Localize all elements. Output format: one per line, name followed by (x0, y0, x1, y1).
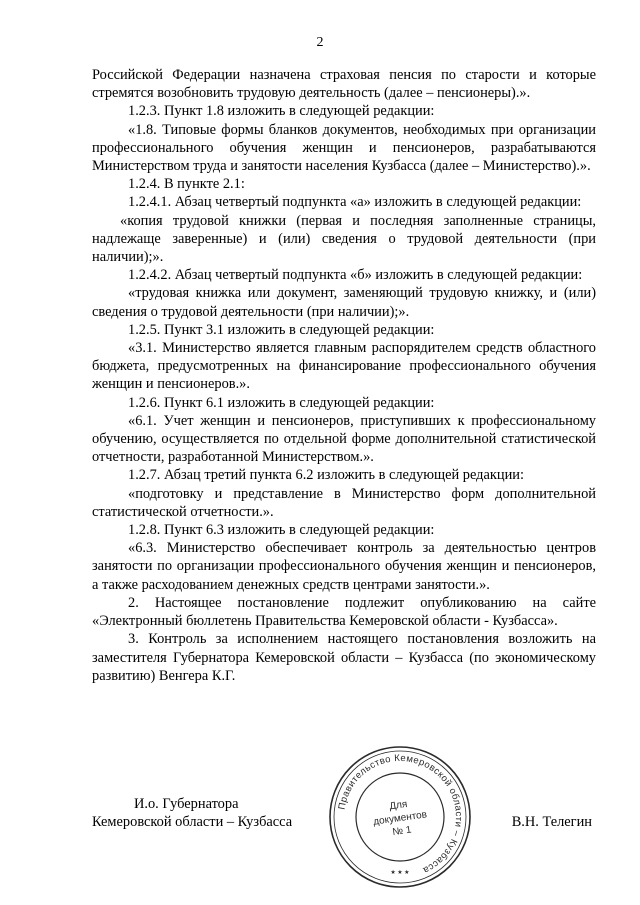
paragraph-list (92, 66, 596, 685)
document-body (92, 66, 596, 685)
signatory-name: В.Н. Телегин (511, 814, 592, 830)
paragraph: 1.2.4.2. Абзац четвертый подпункта «б» изложить в следующей редакции: (128, 267, 583, 284)
paragraph: «6.3. Министерство обеспечивает контроль за деятельностью центров занятости по организации профессионального обучения женщин и пенсионеров, а также расходованием денежных средств центрами занятости.». (92, 540, 596, 593)
paragraph: 1.2.5. Пункт 3.1 изложить в следующей редакции: (128, 321, 435, 338)
svg-text:Для: Для (388, 798, 409, 813)
svg-text:документов: документов (372, 809, 428, 828)
seal-stars: ★ ★ ★ (390, 870, 410, 876)
paragraph: 3. Контроль за исполнением настоящего постановления возложить на заместителя Губернатора Кемеровской области – Кузбасса (по экономическому развитию) Венгера К.Г. (92, 631, 596, 684)
page-number: 2 (316, 35, 324, 50)
paragraph: «копия трудовой книжки (первая и последняя заполненные страницы, надлежаще заверенные) и (или) сведения о трудовой деятельности (при наличии);». (92, 212, 596, 266)
paragraph: 1.2.7. Абзац третий пункта 6.2 изложить в следующей редакции: (128, 467, 524, 484)
paragraph: 1.2.4. В пункте 2.1: (128, 176, 245, 193)
paragraph: «3.1. Министерство является главным распорядителем средств областного бюджета, предусмотренных на финансирование профессионального обучения женщин и пенсионеров.». (92, 340, 596, 393)
signatory-title-line-2: Кемеровской области – Кузбасса (92, 814, 293, 831)
paragraph: «6.1. Учет женщин и пенсионеров, приступивших к профессиональному обучению, осуществляется по отдельной форме дополнительной статистической отчетности, разработанной Министерством.». (92, 412, 596, 466)
paragraph: Российской Федерации назначена страховая пенсия по старости и которые стремятся возобновить трудовую деятельность (далее – пенсионеры).». (92, 67, 596, 102)
signatory-title (92, 795, 332, 831)
signatory-title-line-1: И.о. Губернатора (134, 796, 239, 812)
paragraph: 1.2.3. Пункт 1.8 изложить в следующей редакции: (128, 103, 435, 120)
seal-center-text (373, 799, 428, 838)
paragraph: 2. Настоящее постановление подлежит опубликованию на сайте «Электронный бюллетень Правительства Кемеровской области - Кузбасса». (92, 594, 596, 630)
seal-ring-text: Правительство Кемеровской области – Кузбасса (336, 752, 465, 876)
svg-text:№ 1: № 1 (391, 824, 413, 839)
paragraph: «1.8. Типовые формы бланков документов, необходимых при организации профессионального обучения женщин и пенсионеров, разрабатываются Министерством труда и занятости населения Кузбасса (далее – Министерство).». (92, 121, 596, 175)
paragraph: 1.2.8. Пункт 6.3 изложить в следующей редакции: (128, 522, 435, 539)
paragraph: 1.2.6. Пункт 6.1 изложить в следующей редакции: (128, 394, 435, 411)
paragraph: 1.2.4.1. Абзац четвертый подпункта «а» изложить в следующей редакции: (128, 194, 582, 211)
paragraph: «подготовку и представление в Министерство форм дополнительной статистической отчетности.». (92, 485, 596, 520)
official-seal (325, 742, 475, 892)
paragraph: «трудовая книжка или документ, заменяющий трудовую книжку, и (или) сведения о трудовой деятельности (при наличии);». (92, 285, 596, 320)
